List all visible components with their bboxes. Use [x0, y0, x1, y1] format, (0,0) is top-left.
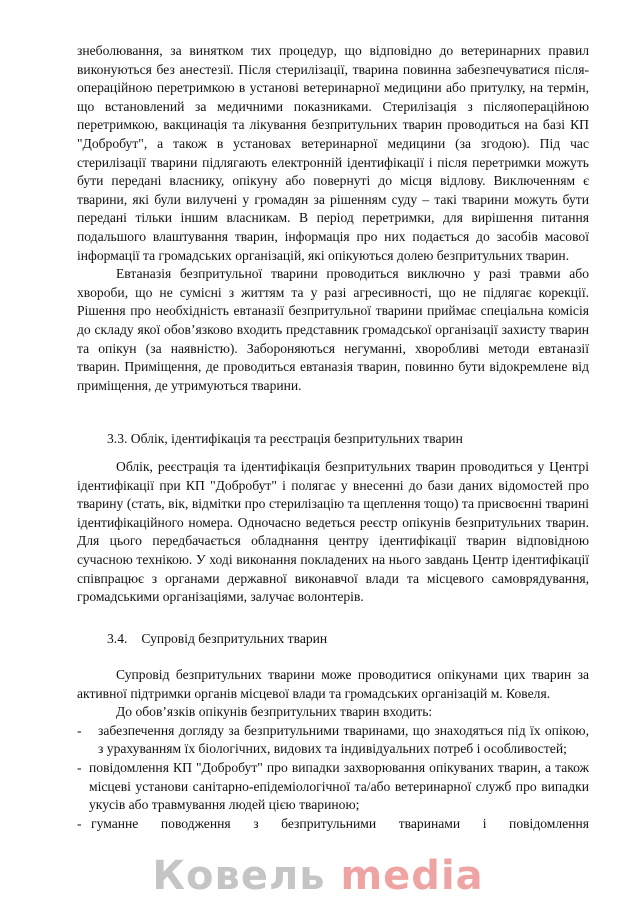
- section-3-4-heading: [107, 630, 327, 649]
- watermark-part-2: media: [340, 853, 484, 899]
- paragraph-sterilization: знеболювання, за винятком тих процедур, що відповідно до ветеринарних правил виконуються без анестезії. Після стерилізації, тварина повинна забезпечуватися після- операційною перетримкою в установі ветеринарної медицини або притулку, на термін, що встановлений за медичними показниками. Стерилізація з післяопераційною перетримкою, вакцинація та лікування безпритульних тварин проводиться на базі КП "Добробут", а також в установах ветеринарної медицини (за згодою). Під час стерилізації тварини підлягають електронній ідентифікації і після перетримки можуть бути передані власнику, опікуну або повернуті до місця відлову. Виключенням є тварини, які були вилучені у громадян за рішенням суду – такі тварини можуть бути передані тільки іншим власникам. В період перетримки, для вирішення питання подальшого влаштування тварин, інформація про них подається до засобів масової інформації та громадських організацій, які опікуються долею безпритульних тварин.: [77, 43, 589, 263]
- paragraph-registration: Облік, реєстрація та ідентифікація безпритульних тварин проводиться у Центрі ідентифікації при КП "Добробут" і полягає у внесенні до бази даних відомостей про тварину (стать, вік, відмітки про стерилізацію та щеплення тощо) та присвоєнні тварині ідентифікаційного номера. Одночасно ведеться реєстр опікунів безпритульних тварин. Для цього передбачається обладнання центру ідентифікації тварин відповідною сучасною технікою. У ході виконання покладених на нього завдань Центр ідентифікації співпрацює з органами державної виконавчої влади та місцевого самоврядування, громадськими організаціями, залучає волонтерів.: [77, 459, 589, 605]
- list-marker: -: [77, 759, 82, 775]
- section-3-4-number: 3.4.: [107, 631, 128, 646]
- paragraph-euthanasia: Евтаназія безпритульної тварини проводиться виключно у разі травми або хвороби, що не сумісні з життям та у разі агресивності, що не підлягає корекції. Рішення про необхідність евтаназії безпритульної тварини приймає спеціальна комісія до складу якої обов’язково входить представник громадської організації захисту тварин та опікун (за наявністю). Забороняються негуманні, хворобливі методи евтаназії тварин. Приміщення, де проводиться евтаназія тварин, повинно бути відокремлене від приміщення, де утримуються тварини.: [77, 266, 589, 393]
- list-item-text: забезпечення догляду за безпритульними тваринами, що знаходяться під їх опікою, з урахуванням їх біологічних, видових та індивідуальних потреб і особливостей;: [98, 722, 589, 757]
- section-3-3-heading: 3.3. Облік, ідентифікація та реєстрація безпритульних тварин: [107, 431, 463, 446]
- list-item: [77, 759, 589, 815]
- paragraph-accompaniment: Супровід безпритульних тварини може проводитися опікунами цих тварин за активної підтримки органів місцевої влади та громадських організацій м. Ковеля.: [77, 667, 589, 701]
- list-marker: -: [77, 722, 82, 738]
- list-item: [77, 815, 589, 834]
- section-3-2-continued: [77, 42, 589, 395]
- list-marker: -: [77, 815, 82, 831]
- watermark-logo: [0, 852, 636, 900]
- list-item: [77, 722, 589, 759]
- list-item-text: повідомлення КП "Добробут" про випадки захворювання опікуваних тварин, а також місцеві установи санітарно-епідеміологічної та/або ветеринарної служб про випадки укусів або травмування людей цією твариною;: [89, 759, 589, 813]
- watermark-part-1: Ковель: [152, 853, 326, 899]
- list-item-text: гуманне поводження з безпритульними тваринами і повідомлення: [91, 815, 589, 831]
- section-3-4-body: [77, 666, 589, 833]
- section-3-4-title: Супровід безпритульних тварин: [141, 631, 328, 646]
- paragraph-duties-intro: До обов’язків опікунів безпритульних тварин входить:: [116, 704, 433, 720]
- section-3-3-body: [77, 458, 589, 607]
